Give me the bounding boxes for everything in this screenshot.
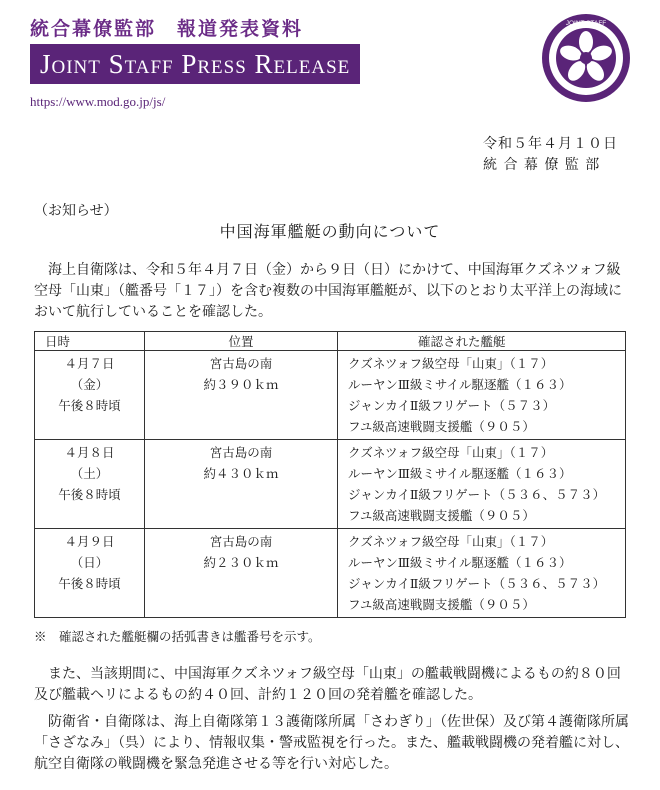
ship-entry: ジャンカイⅡ級フリゲート（５７３） xyxy=(348,398,556,413)
row-date: ４月９日 xyxy=(64,534,115,549)
row-place: 宮古島の南 xyxy=(209,534,273,549)
cell-ships xyxy=(338,440,626,529)
header-jp-title: 統合幕僚監部 報道発表資料 xyxy=(30,18,304,40)
notice-label: （お知らせ） xyxy=(34,203,118,219)
seal-text: JOINT STAFF xyxy=(565,20,607,27)
row-day: （金） xyxy=(70,377,109,392)
ship-entry: ジャンカイⅡ級フリゲート（５３６、５７３） xyxy=(348,576,606,591)
row-time: 午後８時頃 xyxy=(58,487,121,502)
response-paragraph xyxy=(34,712,634,775)
date-block xyxy=(483,134,618,176)
ship-entry: ジャンカイⅡ級フリゲート（５３６、５７３） xyxy=(348,487,606,502)
cell-position xyxy=(145,351,338,440)
table-header-row xyxy=(35,332,626,351)
ship-movement-table xyxy=(34,331,626,618)
ship-entry: ルーヤンⅢ級ミサイル駆逐艦（１６３） xyxy=(348,466,572,481)
table-row xyxy=(35,529,626,618)
ship-entry: ルーヤンⅢ級ミサイル駆逐艦（１６３） xyxy=(348,555,572,570)
cell-datetime xyxy=(35,351,145,440)
row-place: 宮古島の南 xyxy=(209,445,273,460)
ship-entry: クズネツォフ級空母「山東」（１７） xyxy=(348,356,554,371)
row-place: 宮古島の南 xyxy=(209,356,273,371)
ship-entry: ルーヤンⅢ級ミサイル駆逐艦（１６３） xyxy=(348,377,572,392)
row-distance: 約４３０ｋｍ xyxy=(203,466,279,481)
page-title: 中国海軍艦艇の動向について xyxy=(219,222,441,241)
row-time: 午後８時頃 xyxy=(58,398,121,413)
cell-ships xyxy=(338,529,626,618)
ship-entry: フユ級高速戦闘支援艦（９０５） xyxy=(348,597,535,612)
intro-text: 海上自衛隊は、令和５年４月７日（金）から９日（日）にかけて、中国海軍クズネツォフ級空母「山東」（艦番号「１７」）を含む複数の中国海軍艦艇が、以下のとおり太平洋上の海域において航行していることを確認した。 xyxy=(34,262,622,320)
ship-entry: フユ級高速戦闘支援艦（９０５） xyxy=(348,508,535,523)
row-day: （土） xyxy=(70,466,109,481)
cell-position xyxy=(145,440,338,529)
joint-staff-seal-icon xyxy=(540,12,632,104)
release-org: 統 合 幕 僚 監 部 xyxy=(483,157,601,173)
ship-entry: フユ級高速戦闘支援艦（９０５） xyxy=(348,419,535,434)
aircraft-paragraph xyxy=(34,664,634,706)
row-distance: 約３９０ｋｍ xyxy=(203,377,279,392)
row-day: （日） xyxy=(70,555,109,570)
header-banner: Joint Staff Press Release xyxy=(30,44,360,84)
row-distance: 約２３０ｋｍ xyxy=(203,555,279,570)
cell-datetime xyxy=(35,529,145,618)
table-row xyxy=(35,440,626,529)
cell-ships xyxy=(338,351,626,440)
row-date: ４月７日 xyxy=(64,356,115,371)
header-datetime: 日時 xyxy=(35,332,145,351)
para3-text: 防衛省・自衛隊は、海上自衛隊第１３護衛隊所属「さわぎり」（佐世保）及び第４護衛隊所属「さざなみ」（呉）により、情報収集・警戒監視を行った。また、艦載戦闘機の発着艦に対し、航空自衛隊の戦闘機を緊急発進させる等を行い対応した。 xyxy=(34,714,629,772)
table-row xyxy=(35,351,626,440)
row-time: 午後８時頃 xyxy=(58,576,121,591)
release-date: 令和５年４月１０日 xyxy=(483,136,618,152)
ship-entry: クズネツォフ級空母「山東」（１７） xyxy=(348,534,554,549)
ship-entry: クズネツォフ級空母「山東」（１７） xyxy=(348,445,554,460)
cell-datetime xyxy=(35,440,145,529)
header-position: 位置 xyxy=(145,332,338,351)
para2-text: また、当該期間に、中国海軍クズネツォフ級空母「山東」の艦載戦闘機によるもの約８０回及び艦載ヘリによるもの約４０回、計約１２０回の発着艦を確認した。 xyxy=(34,666,621,703)
table-note: ※ 確認された艦艇欄の括弧書きは艦番号を示す。 xyxy=(34,629,321,644)
cell-position xyxy=(145,529,338,618)
header-ships: 確認された艦艇 xyxy=(338,332,626,351)
header-url-link[interactable]: https://www.mod.go.jp/js/ xyxy=(30,94,166,109)
row-date: ４月８日 xyxy=(64,445,115,460)
intro-paragraph xyxy=(34,260,634,323)
